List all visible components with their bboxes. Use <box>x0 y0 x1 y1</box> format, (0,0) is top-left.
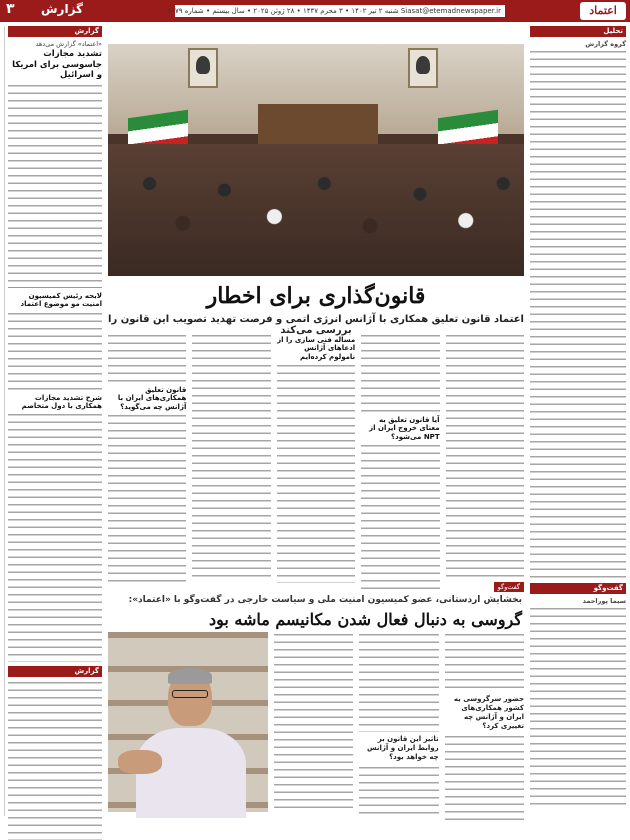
divider <box>8 287 102 288</box>
article-column <box>359 632 438 812</box>
inline-head-1: قانون تعلیق همکاری‌های ایران با آژانس چه می‌گوید؟ <box>117 386 187 411</box>
right-section-bar-2: گفت‌وگو <box>530 583 626 594</box>
main-headline: قانون‌گذاری برای اخطار <box>206 283 426 309</box>
story2-body <box>274 632 524 812</box>
story2-question-1: حضور سرگروسی به کشور همکاری‌های ایران و آژانس چه تغییری کرد؟ <box>453 695 524 731</box>
article-column <box>274 632 353 812</box>
story2-headline: گروسی به دنبال فعال شدن مکانیسم ماشه بود <box>208 610 522 629</box>
right-body-text <box>530 49 626 579</box>
left-body-text-4 <box>8 680 102 840</box>
story2-kicker: بخشایش اردستانی، عضو کمیسیون امنیت ملی و سیاست خارجی در گفت‌وگو با «اعتماد»: <box>128 595 522 605</box>
right-section-bar: تحلیل <box>530 26 626 37</box>
left-subhead-2: شرح تشدید مجازات همکاری با دول متخاصم <box>21 393 102 411</box>
inline-head-3: آیا قانون تعلیق به معنای خروج ایران از NPT می‌شود؟ <box>369 416 440 441</box>
issue-info: Siasat@etemadnewspaper.ir شنبه ۲ تیر ۱۴۰۲ • ۳ محرم ۱۴۴۷ • ۲۸ ژوئن ۲۰۲۵ • سال بیستم • شماره ۶۰۷۹ <box>175 5 505 17</box>
article-column <box>277 333 355 578</box>
portrait-left <box>188 48 218 88</box>
article-column <box>108 333 186 578</box>
article-column <box>192 333 270 578</box>
masthead <box>0 0 630 22</box>
article-column <box>446 333 524 578</box>
left-body-text-2 <box>8 311 102 391</box>
crowd <box>108 144 524 276</box>
left-section-bar-2: گزارش <box>8 666 102 677</box>
right-kicker: گروه گزارش <box>585 40 626 48</box>
left-body-text-3 <box>8 412 102 662</box>
parliament-photo <box>108 44 524 276</box>
page-number: ۳ <box>6 1 15 17</box>
left-kicker: «اعتماد» گزارش می‌دهد <box>35 40 102 48</box>
section-label: گزارش <box>40 2 84 16</box>
story2-tag: گفت‌وگو <box>494 582 524 592</box>
left-headline: تشدید مجازات جاسوسی برای امریکا و اسرائیل <box>12 49 102 81</box>
main-subheadline: اعتماد قانون تعلیق همکاری با آژانس انرژی اتمی و فرصت تهدید تصویب این قانون را بررسی می‌کند <box>108 314 524 336</box>
podium <box>258 104 378 144</box>
right-body-text-2 <box>530 606 626 806</box>
left-section-bar: گزارش <box>8 26 102 37</box>
left-column <box>4 26 102 816</box>
left-body-text <box>8 83 102 283</box>
newspaper-logo: اعتماد <box>580 2 626 20</box>
right-column <box>530 26 626 816</box>
article-column <box>445 632 524 812</box>
right-byline: سیما پوراحمد <box>582 597 626 605</box>
interviewee-photo <box>108 632 268 812</box>
inline-head-2: مساله فنی سازی را از ادعاهای آژانس نامولوم کرده‌ایم <box>277 336 356 361</box>
story2-question-2: تاثیر این قانون بر روابط ایران و آژانس چه خواهد بود؟ <box>366 735 439 762</box>
article-column <box>361 333 439 578</box>
main-article-body <box>108 333 524 578</box>
story2-bar <box>108 582 524 592</box>
portrait-right <box>408 48 438 88</box>
left-subhead-1: لایحه رئیس کمیسیون امنیت مو موضوع اعتماد <box>20 291 102 309</box>
